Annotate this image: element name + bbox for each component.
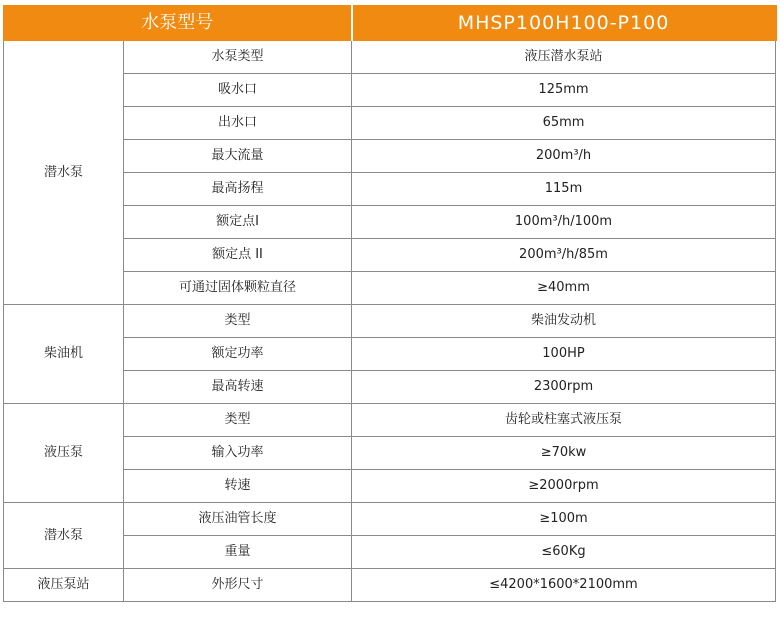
param-value: 100HP xyxy=(352,338,776,371)
param-value: 115m xyxy=(352,173,776,206)
param-name: 类型 xyxy=(124,305,352,338)
param-value: 2300rpm xyxy=(352,371,776,404)
param-value: 100m³/h/100m xyxy=(352,206,776,239)
spec-table-header xyxy=(4,6,776,41)
param-value: 200m³/h/85m xyxy=(352,239,776,272)
group-label: 潜水泵 xyxy=(4,41,124,305)
table-row xyxy=(4,305,776,338)
table-row xyxy=(4,569,776,602)
param-name: 额定点I xyxy=(124,206,352,239)
param-name: 额定点 II xyxy=(124,239,352,272)
group-label: 柴油机 xyxy=(4,305,124,404)
param-value: 65mm xyxy=(352,107,776,140)
group-label: 液压泵站 xyxy=(4,569,124,602)
param-value: ≥70kw xyxy=(352,437,776,470)
param-value: ≤60Kg xyxy=(352,536,776,569)
param-name: 类型 xyxy=(124,404,352,437)
group-label: 液压泵 xyxy=(4,404,124,503)
param-value: 200m³/h xyxy=(352,140,776,173)
param-value: 125mm xyxy=(352,74,776,107)
param-value: ≥100m xyxy=(352,503,776,536)
param-value: ≥2000rpm xyxy=(352,470,776,503)
group-label: 潜水泵 xyxy=(4,503,124,569)
param-value: 柴油发动机 xyxy=(352,305,776,338)
param-name: 水泵类型 xyxy=(124,41,352,74)
param-value: ≤4200*1600*2100mm xyxy=(352,569,776,602)
spec-table-body xyxy=(4,41,776,602)
header-row xyxy=(4,6,776,41)
param-name: 转速 xyxy=(124,470,352,503)
param-name: 最高转速 xyxy=(124,371,352,404)
param-name: 最高扬程 xyxy=(124,173,352,206)
table-row xyxy=(4,404,776,437)
param-name: 额定功率 xyxy=(124,338,352,371)
param-value: ≥40mm xyxy=(352,272,776,305)
pump-model-value: MHSP100H100-P100 xyxy=(352,6,776,41)
pump-model-label: 水泵型号 xyxy=(4,6,352,41)
param-name: 最大流量 xyxy=(124,140,352,173)
table-row xyxy=(4,41,776,74)
param-value: 齿轮或柱塞式液压泵 xyxy=(352,404,776,437)
param-value: 液压潜水泵站 xyxy=(352,41,776,74)
spec-table xyxy=(3,5,777,602)
table-row xyxy=(4,503,776,536)
param-name: 外形尺寸 xyxy=(124,569,352,602)
param-name: 重量 xyxy=(124,536,352,569)
param-name: 出水口 xyxy=(124,107,352,140)
param-name: 吸水口 xyxy=(124,74,352,107)
param-name: 液压油管长度 xyxy=(124,503,352,536)
param-name: 输入功率 xyxy=(124,437,352,470)
param-name: 可通过固体颗粒直径 xyxy=(124,272,352,305)
